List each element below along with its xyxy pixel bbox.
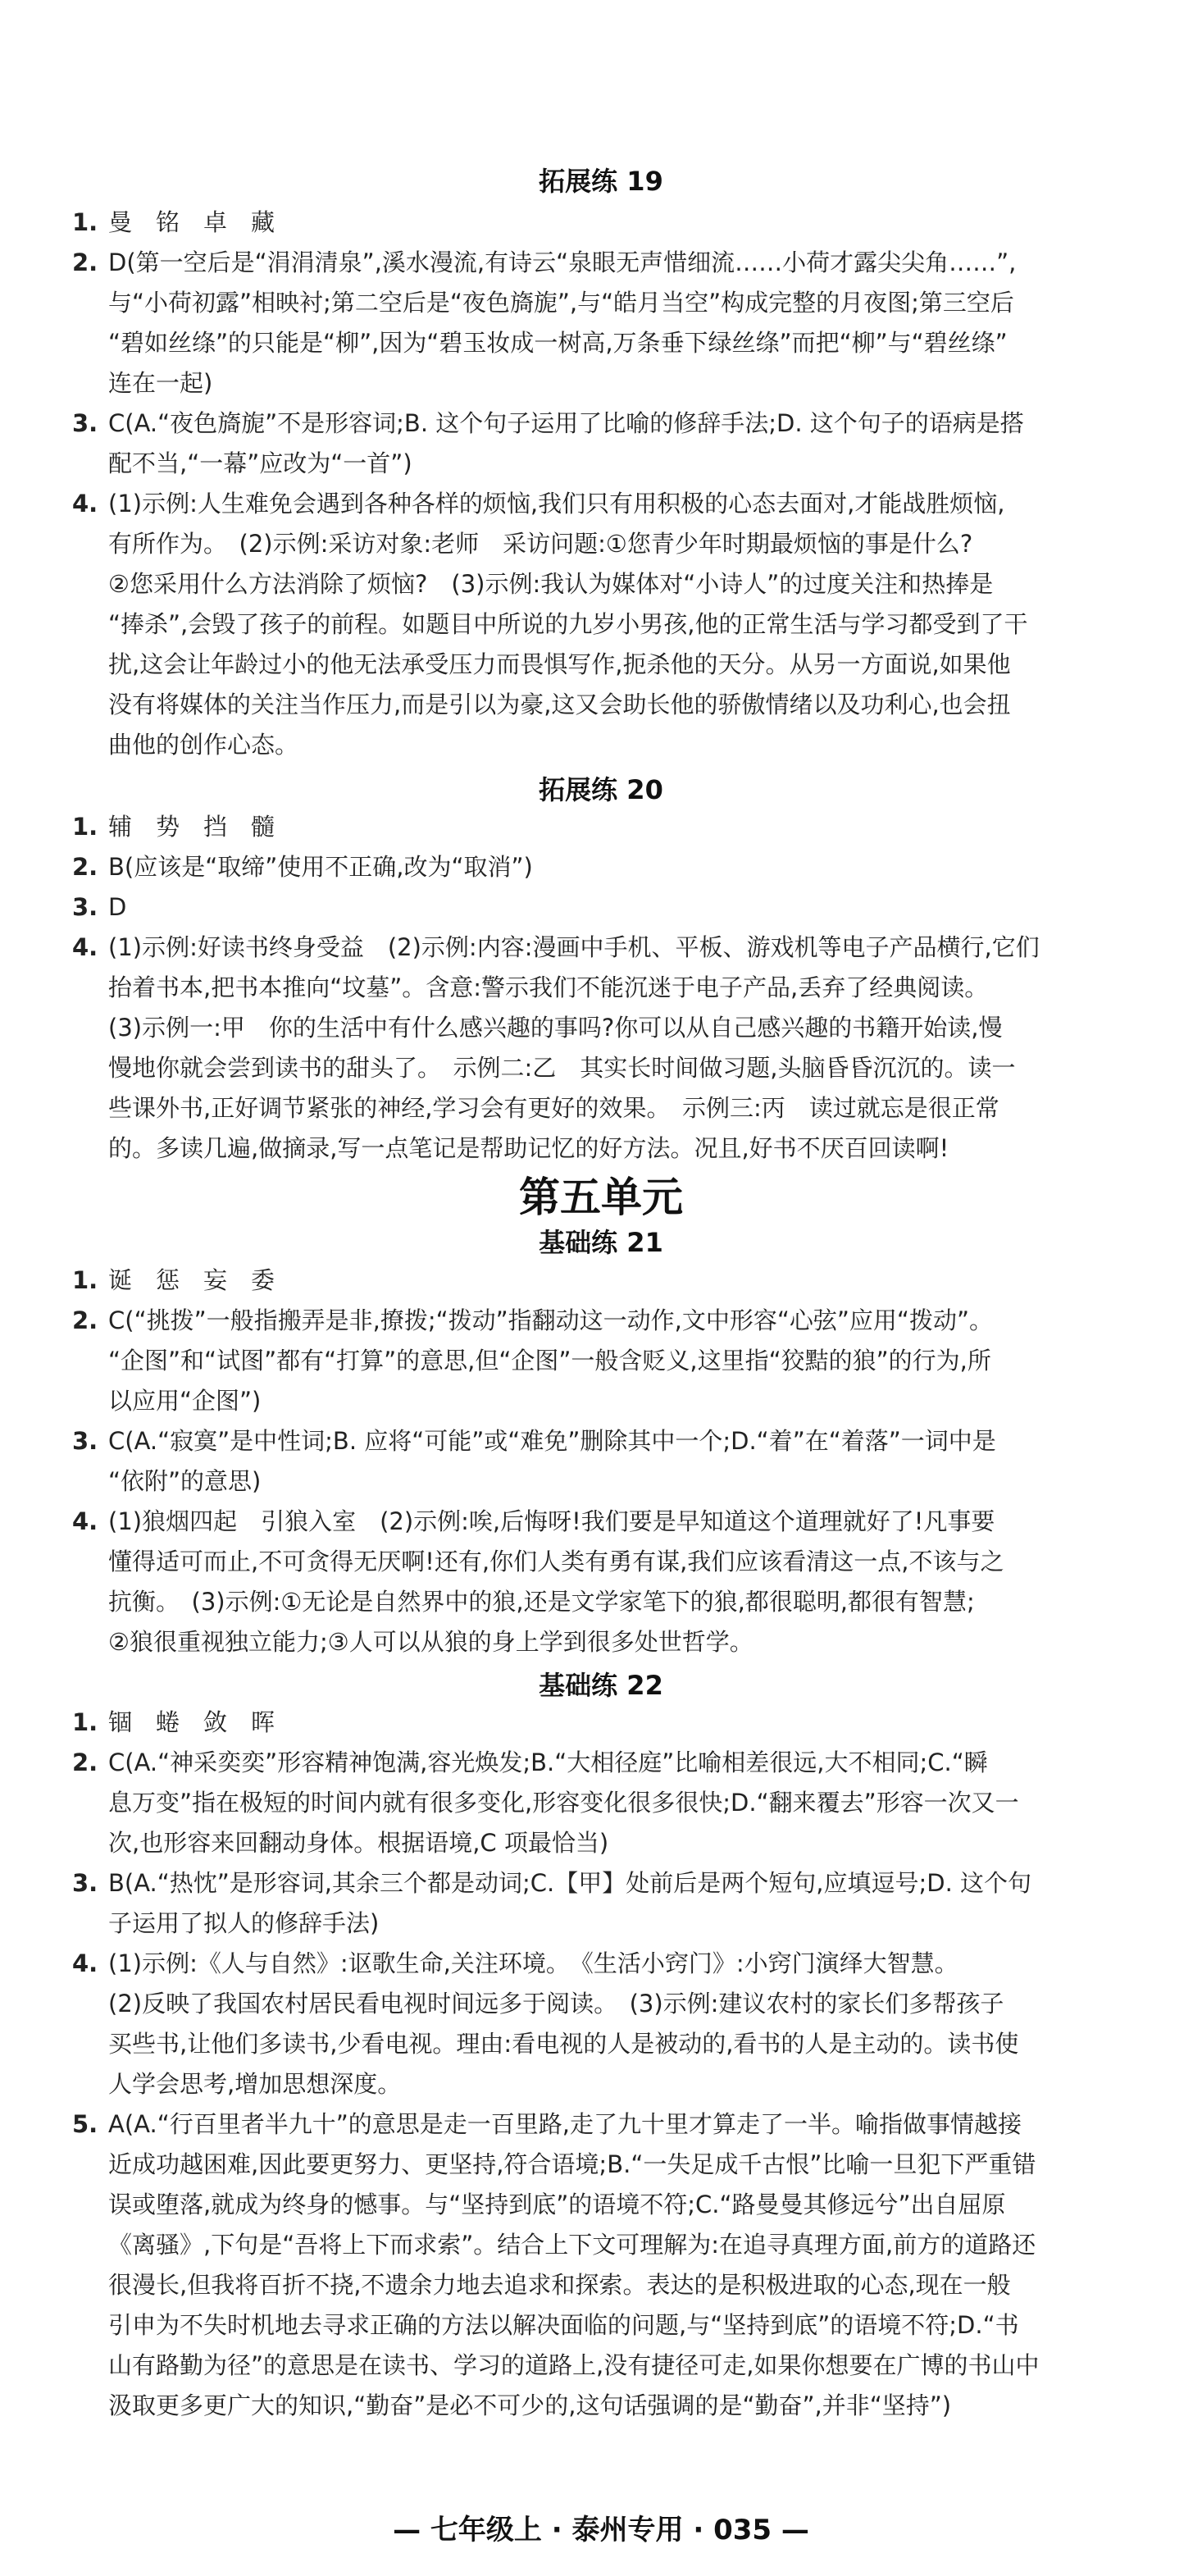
answer-number: 2.: [72, 853, 98, 881]
answer-number: 2.: [72, 1306, 98, 1334]
answer-text: 曼 铭 卓 藏: [108, 208, 275, 236]
answer-number: 4.: [72, 1949, 98, 1977]
answer-number: 4.: [72, 490, 98, 517]
section-heading: 拓展练 20: [539, 774, 663, 805]
answer-text: 锢 蜷 敛 晖: [108, 1708, 275, 1736]
section-heading: 基础练 21: [539, 1227, 663, 1258]
page-footer: — 七年级上 · 泰州专用 · 035 —: [393, 2514, 809, 2546]
answer-text: 辅 势 挡 髓: [108, 813, 275, 841]
answer-text: C(A.“神采奕奕”形容精神饱满,容光焕发;B.“大相径庭”比喻相差很远,大不相同;C.“瞬 息万变”指在极短的时间内就有很多变化,形容变化很多很快;D.“翻来覆去”形容一次又一 次,也形容来回翻动身体。根据语境,C 项最恰当): [108, 1748, 1019, 1857]
unit-title: 第五单元: [519, 1173, 683, 1221]
answer-text: C(A.“寂寞”是中性词;B. 应将“可能”或“难免”删除其中一个;D.“着”在“着落”一词中是 “依附”的意思): [108, 1427, 996, 1495]
answer-number: 2.: [72, 248, 98, 276]
answer-number: 3.: [72, 1869, 98, 1897]
answer-text: 诞 惩 妄 委: [108, 1266, 275, 1294]
answer-number: 3.: [72, 893, 98, 921]
section-heading: 基础练 22: [539, 1670, 663, 1701]
answer-text: C(“挑拨”一般指搬弄是非,撩拨;“拨动”指翻动这一动作,文中形容“心弦”应用“拨动”。 “企图”和“试图”都有“打算”的意思,但“企图”一般含贬义,这里指“狡黠的狼”的行为,所 以应用“企图”): [108, 1306, 993, 1415]
answer-text: A(A.“行百里者半九十”的意思是走一百里路,走了九十里才算走了一半。喻指做事情越接 近成功越困难,因此要更努力、更坚持,符合语境;B.“一失足成千古恨”比喻一旦犯下严重错 误或堕落,就成为终身的憾事。与“坚持到底”的语境不符;C.“路曼曼其修远兮”出自屈原 《离骚》,下句是“吾将上下而求索”。结合上下文可理解为:在追寻真理方面,前方的道路还 很漫长,但我将百折不挠,不遗余力地去追求和探索。表达的是积极进取的心态,现在一般 引申为不失时机地去寻求正确的方法以解决面临的问题,与“坚持到底”的语境不符;D.“书 山有路勤为径”的意思是在读书、学习的道路上,没有捷径可走,如果你想要在广博的书山中 汲取更多更广大的知识,“勤奋”是必不可少的,这句话强调的是“勤奋”,并非“坚持”): [108, 2110, 1040, 2419]
answer-text: D: [108, 893, 127, 921]
answer-text: (1)示例:好读书终身受益 (2)示例:内容:漫画中手机、平板、游戏机等电子产品横行,它们 抬着书本,把书本推向“坟墓”。含意:警示我们不能沉迷于电子产品,丢弃了经典阅读。 (3)示例一:甲 你的生活中有什么感兴趣的事吗?你可以从自己感兴趣的书籍开始读,慢 慢地你就会尝到读书的甜头了。 示例二:乙 其实长时间做习题,头脑昏昏沉沉的。读一 些课外书,正好调节紧张的神经,学习会有更好的效果。 示例三:丙 读过就忘是很正常 的。多读几遍,做摘录,写一点笔记是帮助记忆的好方法。况且,好书不厌百回读啊!: [108, 933, 1040, 1162]
answer-number: 1.: [72, 1266, 98, 1294]
answer-number: 1.: [72, 208, 98, 236]
answer-text: B(A.“热忱”是形容词,其余三个都是动词;C.【甲】处前后是两个短句,应填逗号;D. 这个句 子运用了拟人的修辞手法): [108, 1869, 1032, 1937]
answer-number: 4.: [72, 1507, 98, 1535]
answer-text: (1)示例:《人与自然》:讴歌生命,关注环境。 《生活小窍门》:小窍门演绎大智慧。 (2)反映了我国农村居民看电视时间远多于阅读。 (3)示例:建议农村的家长们多帮孩子 买些书,让他们多读书,少看电视。理由:看电视的人是被动的,看书的人是主动的。读书使 人学会思考,增加思想深度。: [108, 1949, 1019, 2098]
answer-number: 2.: [72, 1748, 98, 1776]
answer-number: 5.: [72, 2110, 98, 2138]
section-heading: 拓展练 19: [539, 166, 663, 197]
answer-number: 3.: [72, 409, 98, 437]
answer-text: (1)狼烟四起 引狼入室 (2)示例:唉,后悔呀!我们要是早知道这个道理就好了!凡事要 懂得适可而止,不可贪得无厌啊!还有,你们人类有勇有谋,我们应该看清这一点,不该与之 抗衡。 (3)示例:①无论是自然界中的狼,还是文学家笔下的狼,都很聪明,都很有智慧; ②狼很重视独立能力;③人可以从狼的身上学到很多处世哲学。: [108, 1507, 1004, 1656]
answer-number: 1.: [72, 1708, 98, 1736]
answer-text: D(第一空后是“涓涓清泉”,溪水漫流,有诗云“泉眼无声惜细流……小荷才露尖尖角……”, 与“小荷初露”相映衬;第二空后是“夜色旖旎”,与“皓月当空”构成完整的月夜图;第三空后 “碧如丝绦”的只能是“柳”,因为“碧玉妆成一树高,万条垂下绿丝绦”而把“柳”与“碧丝绦” 连在一起): [108, 248, 1017, 397]
answer-number: 1.: [72, 813, 98, 841]
answer-text: (1)示例:人生难免会遇到各种各样的烦恼,我们只有用积极的心态去面对,才能战胜烦恼, 有所作为。 (2)示例:采访对象:老师 采访问题:①您青少年时期最烦恼的事是什么? ②您采用什么方法消除了烦恼? (3)示例:我认为媒体对“小诗人”的过度关注和热捧是 “捧杀”,会毁了孩子的前程。如题目中所说的九岁小男孩,他的正常生活与学习都受到了干 扰,这会让年龄过小的他无法承受压力而畏惧写作,扼杀他的天分。从另一方面说,如果他 没有将媒体的关注当作压力,而是引以为豪,这又会助长他的骄傲情绪以及功利心,也会扭 曲他的创作心态。: [108, 490, 1028, 759]
answer-text: B(应该是“取缔”使用不正确,改为“取消”): [108, 853, 533, 881]
answer-number: 3.: [72, 1427, 98, 1455]
answer-text: C(A.“夜色旖旎”不是形容词;B. 这个句子运用了比喻的修辞手法;D. 这个句子的语病是搭 配不当,“一幕”应改为“一首”): [108, 409, 1024, 477]
answer-number: 4.: [72, 933, 98, 961]
